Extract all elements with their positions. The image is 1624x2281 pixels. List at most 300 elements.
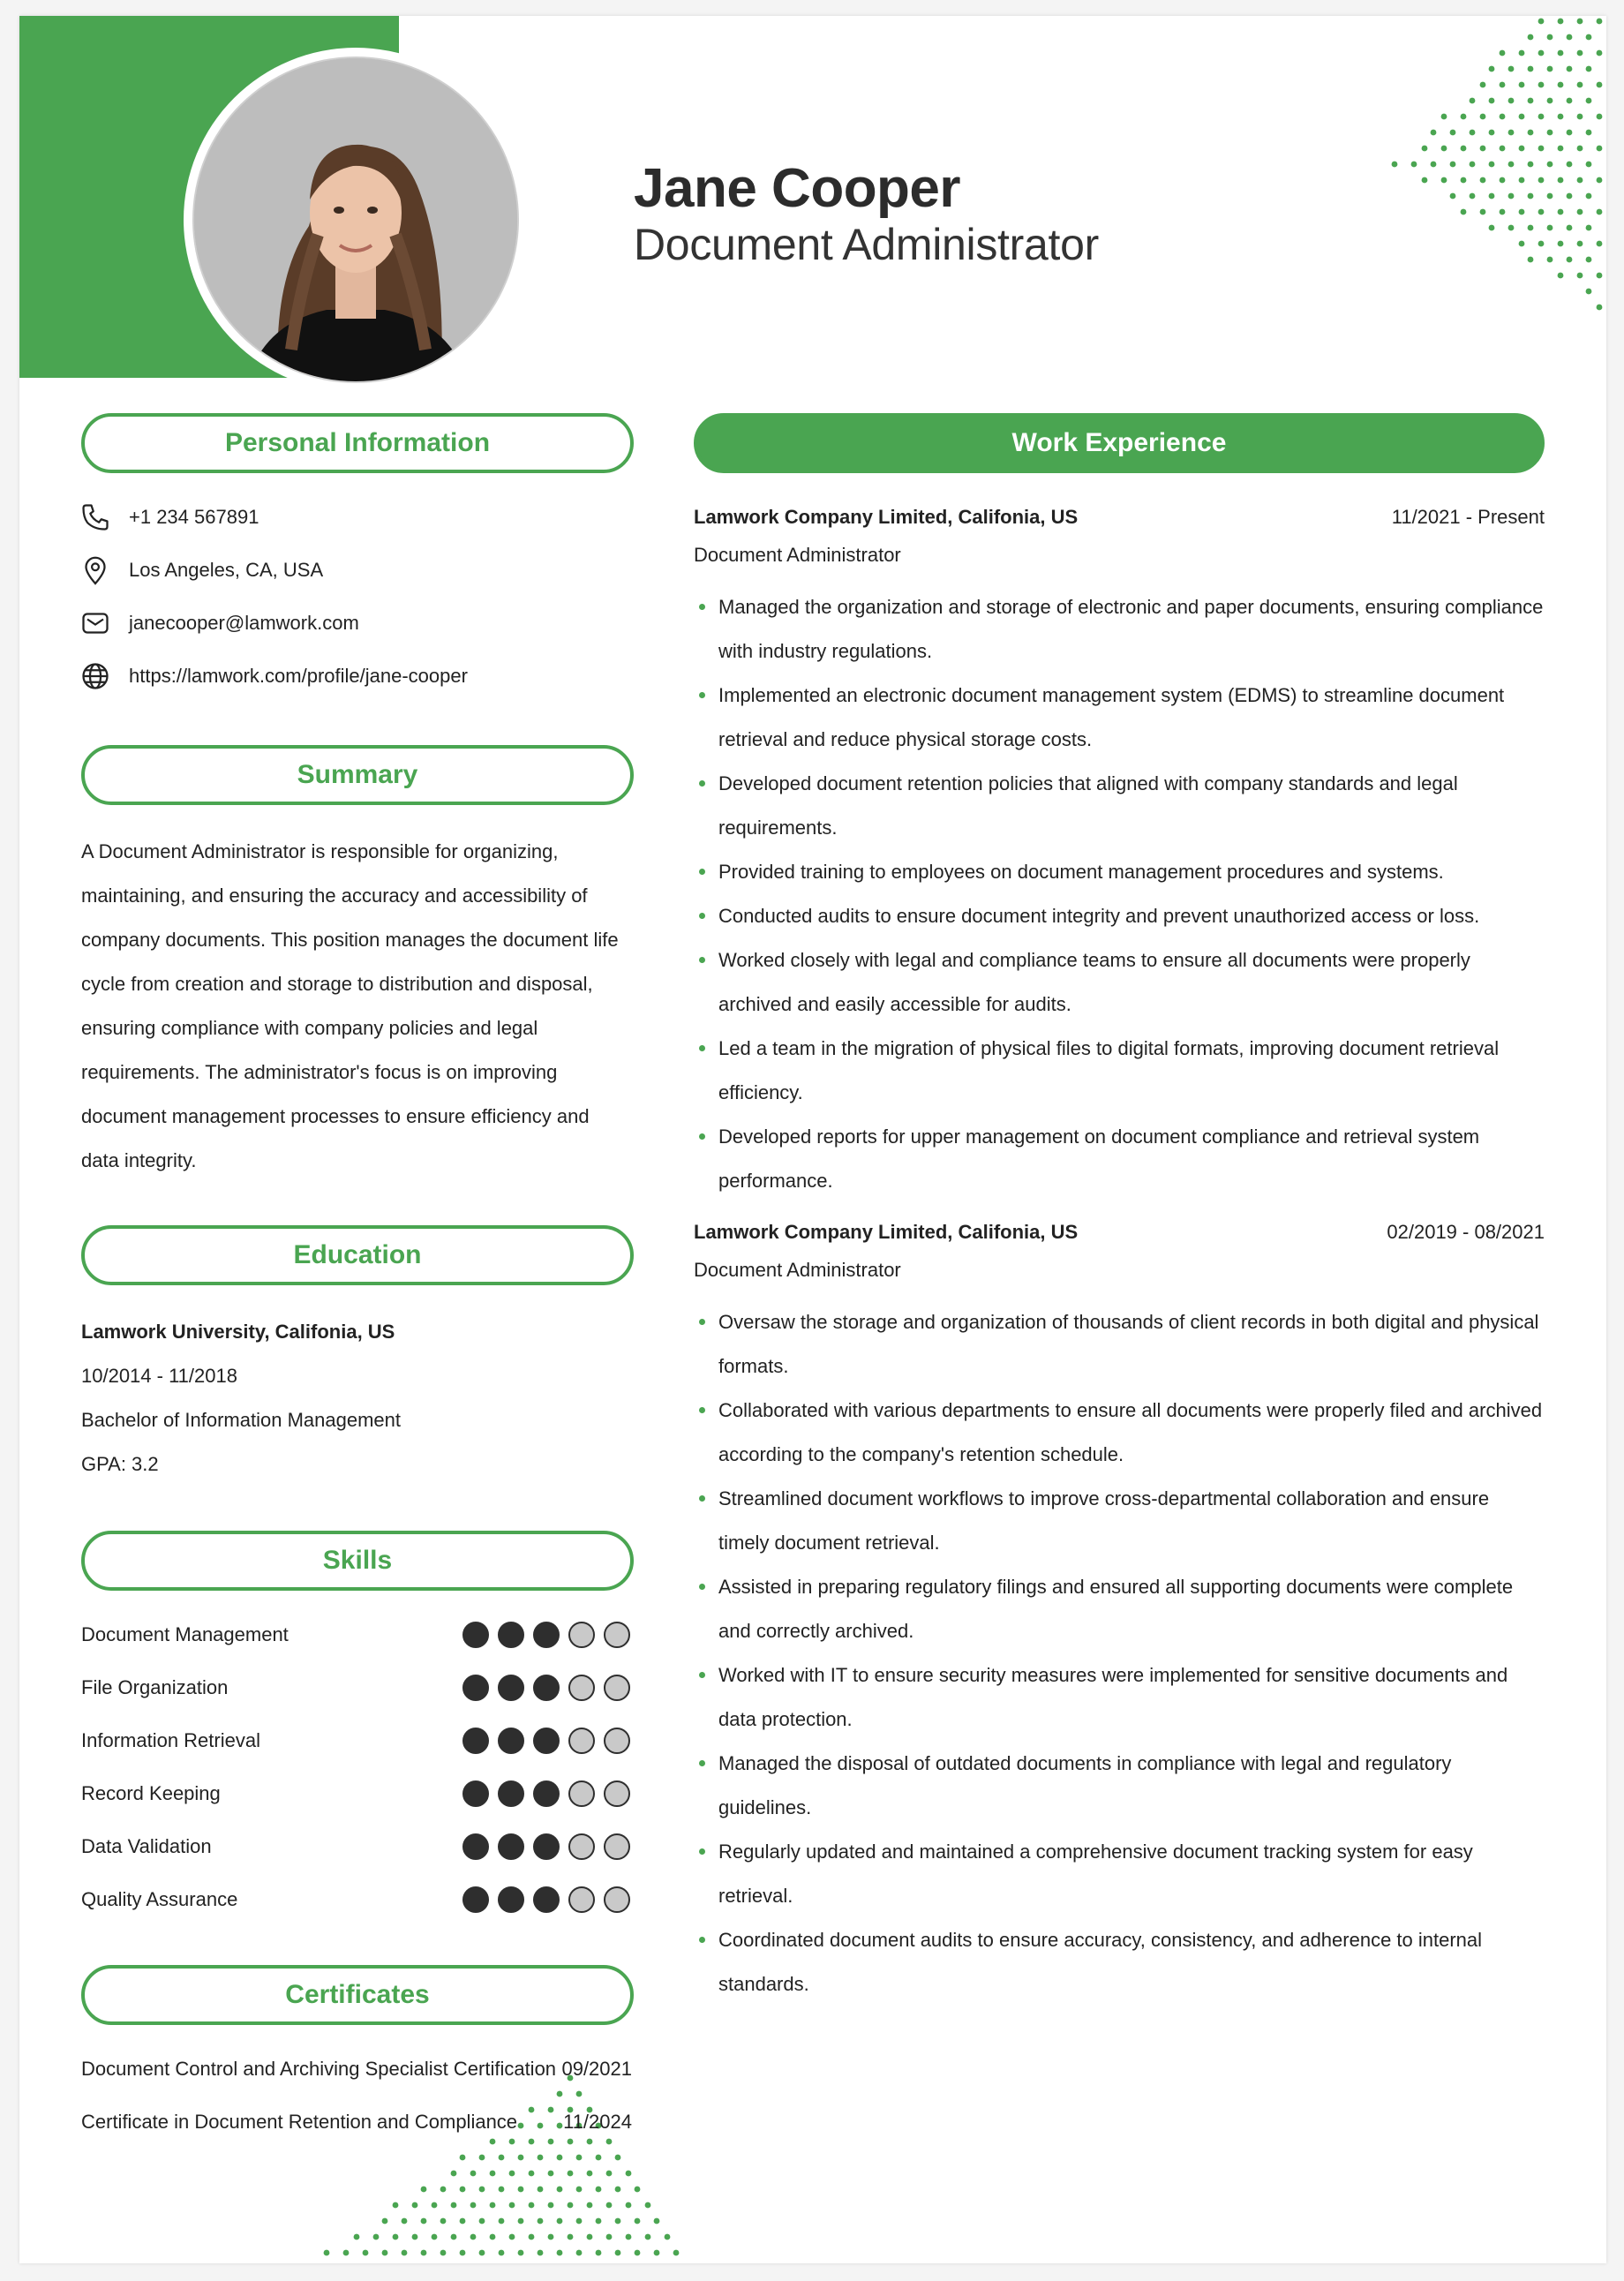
decorative-dot — [576, 2091, 583, 2097]
decorative-dot — [1586, 34, 1592, 41]
rating-dot-empty — [568, 1833, 595, 1860]
decorative-dot — [1500, 82, 1506, 88]
job-bullet: Conducted audits to ensure document integrity and prevent unauthorized access or loss. — [694, 894, 1545, 938]
decorative-dot — [1577, 177, 1583, 184]
skill-name: File Organization — [81, 1676, 229, 1698]
decorative-dot — [1577, 19, 1583, 25]
decorative-dot — [479, 2218, 485, 2225]
decorative-dot — [615, 2187, 621, 2193]
decorative-dot — [1547, 257, 1553, 263]
decorative-dot — [1480, 146, 1486, 152]
skill-rating — [462, 1728, 630, 1754]
decorative-dot — [538, 2155, 544, 2161]
decorative-dot — [1519, 209, 1525, 215]
decorative-dot — [1567, 130, 1573, 136]
decorative-dot — [1431, 130, 1437, 136]
decorative-dot — [548, 2202, 554, 2209]
job-role: Document Administrator — [694, 1259, 901, 1281]
decorative-dot — [1489, 130, 1495, 136]
decorative-dot — [538, 2187, 544, 2193]
phone-icon — [79, 501, 111, 533]
decorative-dot — [587, 2202, 593, 2209]
decorative-dot — [1431, 162, 1437, 168]
decorative-dot — [382, 2218, 388, 2225]
decorative-dot — [490, 2234, 496, 2240]
decorative-dot-pattern-top — [1343, 16, 1606, 351]
decorative-dot — [1519, 177, 1525, 184]
job-bullet-list — [694, 585, 1545, 1203]
decorative-dot — [576, 2250, 583, 2256]
education-dates: 10/2014 - 11/2018 — [81, 1365, 237, 1387]
decorative-dot — [432, 2202, 438, 2209]
phone-value: +1 234 567891 — [129, 506, 259, 528]
decorative-dot — [1567, 98, 1573, 104]
decorative-dot — [440, 2250, 447, 2256]
decorative-dot — [451, 2234, 457, 2240]
decorative-dot — [412, 2202, 418, 2209]
job-bullet: Managed the organization and storage of electronic and paper documents, ensuring compliance with industry regulations. — [694, 585, 1545, 674]
decorative-dot — [557, 2218, 563, 2225]
decorative-dot — [1441, 114, 1447, 120]
decorative-dot — [1422, 177, 1428, 184]
decorative-dot — [470, 2171, 477, 2177]
decorative-dot — [1538, 50, 1545, 56]
decorative-dot — [1489, 225, 1495, 231]
decorative-dot — [1558, 209, 1564, 215]
decorative-dot — [1508, 225, 1515, 231]
decorative-dot — [1597, 177, 1603, 184]
rating-dot-empty — [604, 1833, 630, 1860]
decorative-dot — [615, 2155, 621, 2161]
job-bullet: Led a team in the migration of physical files to digital formats, improving document retrieval efficiency. — [694, 1027, 1545, 1115]
decorative-dot — [1577, 273, 1583, 279]
decorative-dot — [529, 2202, 535, 2209]
certificates-heading: Certificates — [81, 1965, 634, 2025]
decorative-dot — [1461, 177, 1467, 184]
decorative-dot — [382, 2250, 388, 2256]
decorative-dot — [1500, 146, 1506, 152]
decorative-dot — [568, 2171, 574, 2177]
decorative-dot — [1597, 19, 1603, 25]
decorative-dot — [1508, 162, 1515, 168]
skills-heading: Skills — [81, 1531, 634, 1591]
work-experience-heading: Work Experience — [694, 413, 1545, 473]
certificate-date: 09/2021 — [561, 2058, 632, 2080]
decorative-dot — [1567, 225, 1573, 231]
decorative-dot — [1558, 82, 1564, 88]
decorative-dot — [518, 2187, 524, 2193]
job-bullet: Implemented an electronic document management system (EDMS) to streamline document retrieval and reduce physical storage costs. — [694, 674, 1545, 762]
decorative-dot — [1461, 114, 1467, 120]
decorative-dot — [363, 2250, 369, 2256]
skill-row — [81, 1829, 630, 1864]
decorative-dot — [606, 2202, 613, 2209]
decorative-dot — [1450, 193, 1456, 199]
decorative-dot — [1547, 130, 1553, 136]
decorative-dot — [654, 2218, 660, 2225]
decorative-dot — [479, 2187, 485, 2193]
decorative-dot — [1538, 82, 1545, 88]
job-bullet: Oversaw the storage and organization of thousands of client records in both digital and physical formats. — [694, 1300, 1545, 1389]
education-degree: Bachelor of Information Management — [81, 1409, 401, 1431]
job-dates: 02/2019 - 08/2021 — [1387, 1221, 1545, 1243]
decorative-dot — [1422, 146, 1428, 152]
decorative-dot — [432, 2234, 438, 2240]
rating-dot-filled — [533, 1833, 560, 1860]
decorative-dot — [1547, 225, 1553, 231]
decorative-dot — [1538, 209, 1545, 215]
skill-row — [81, 1617, 630, 1652]
decorative-dot — [568, 2234, 574, 2240]
decorative-dot — [1480, 82, 1486, 88]
decorative-dot — [635, 2250, 641, 2256]
decorative-dot — [1567, 162, 1573, 168]
decorative-dot — [1519, 241, 1525, 247]
rating-dot-filled — [533, 1622, 560, 1648]
rating-dot-filled — [533, 1675, 560, 1701]
decorative-dot — [1547, 34, 1553, 41]
decorative-dot — [1597, 273, 1603, 279]
decorative-dot — [1500, 50, 1506, 56]
decorative-dot — [1577, 209, 1583, 215]
decorative-dot — [1586, 98, 1592, 104]
decorative-dot — [1558, 241, 1564, 247]
decorative-dot — [1597, 146, 1603, 152]
decorative-dot — [402, 2218, 408, 2225]
contact-email — [79, 606, 359, 641]
decorative-dot — [1450, 162, 1456, 168]
decorative-dot — [451, 2171, 457, 2177]
job-bullet: Managed the disposal of outdated documents in compliance with legal and regulatory guidelines. — [694, 1742, 1545, 1830]
decorative-dot — [1558, 177, 1564, 184]
certificate-item — [81, 2051, 632, 2087]
decorative-dot — [576, 2155, 583, 2161]
decorative-dot — [518, 2250, 524, 2256]
skill-rating — [462, 1886, 630, 1913]
decorative-dot — [499, 2187, 505, 2193]
skill-rating — [462, 1675, 630, 1701]
summary-heading: Summary — [81, 745, 634, 805]
job-bullet: Provided training to employees on document management procedures and systems. — [694, 850, 1545, 894]
decorative-dot — [1597, 82, 1603, 88]
personal-info-heading: Personal Information — [81, 413, 634, 473]
decorative-dot — [509, 2234, 515, 2240]
decorative-dot — [1470, 130, 1476, 136]
portrait-illustration — [194, 58, 517, 381]
decorative-dot — [1508, 98, 1515, 104]
decorative-dot — [440, 2187, 447, 2193]
decorative-dot — [1547, 193, 1553, 199]
decorative-dot — [354, 2234, 360, 2240]
mail-icon — [79, 607, 111, 639]
location-value: Los Angeles, CA, USA — [129, 559, 324, 581]
decorative-dot — [596, 2250, 602, 2256]
rating-dot-filled — [462, 1886, 489, 1913]
decorative-dot — [1470, 193, 1476, 199]
decorative-dot — [479, 2250, 485, 2256]
decorative-dot — [1586, 130, 1592, 136]
rating-dot-empty — [568, 1622, 595, 1648]
decorative-dot — [451, 2202, 457, 2209]
education-school: Lamwork University, Califonia, US — [81, 1321, 395, 1343]
decorative-dot — [1500, 177, 1506, 184]
rating-dot-empty — [604, 1780, 630, 1807]
decorative-dot — [343, 2250, 350, 2256]
rating-dot-filled — [498, 1833, 524, 1860]
decorative-dot — [1586, 225, 1592, 231]
decorative-dot — [518, 2218, 524, 2225]
skill-row — [81, 1670, 630, 1705]
decorative-dot — [587, 2171, 593, 2177]
decorative-dot — [1480, 114, 1486, 120]
decorative-dot — [1480, 177, 1486, 184]
decorative-dot — [1500, 114, 1506, 120]
decorative-dot — [460, 2187, 466, 2193]
decorative-dot — [421, 2187, 427, 2193]
decorative-dot — [1441, 146, 1447, 152]
decorative-dot — [626, 2171, 632, 2177]
contact-phone — [79, 500, 259, 535]
job-bullet: Developed reports for upper management on document compliance and retrieval system performance. — [694, 1115, 1545, 1203]
decorative-dot — [490, 2171, 496, 2177]
job-bullet: Coordinated document audits to ensure accuracy, consistency, and adherence to internal standards. — [694, 1918, 1545, 2006]
decorative-dot — [1558, 19, 1564, 25]
decorative-dot — [1577, 50, 1583, 56]
decorative-dot — [1586, 66, 1592, 72]
job-bullet: Developed document retention policies that aligned with company standards and legal requirements. — [694, 762, 1545, 850]
resume-page — [19, 16, 1606, 2263]
decorative-dot — [460, 2218, 466, 2225]
rating-dot-filled — [462, 1833, 489, 1860]
skill-row — [81, 1776, 630, 1811]
job-role: Document Administrator — [694, 544, 901, 566]
decorative-dot — [1558, 114, 1564, 120]
rating-dot-empty — [604, 1728, 630, 1754]
decorative-dot — [1558, 146, 1564, 152]
decorative-dot — [1489, 98, 1495, 104]
decorative-dot — [1597, 50, 1603, 56]
decorative-dot — [1586, 289, 1592, 295]
job-bullet: Regularly updated and maintained a comprehensive document tracking system for easy retrieval. — [694, 1830, 1545, 1918]
rating-dot-filled — [498, 1675, 524, 1701]
decorative-dot — [1489, 66, 1495, 72]
decorative-dot — [626, 2202, 632, 2209]
decorative-dot — [499, 2155, 505, 2161]
decorative-dot — [1519, 114, 1525, 120]
rating-dot-empty — [604, 1886, 630, 1913]
candidate-title: Document Administrator — [634, 220, 1099, 269]
decorative-dot — [557, 2155, 563, 2161]
decorative-dot — [1528, 66, 1534, 72]
decorative-dot — [1489, 193, 1495, 199]
job-company: Lamwork Company Limited, Califonia, US — [694, 1221, 1079, 1243]
decorative-dot — [460, 2250, 466, 2256]
decorative-dot — [557, 2250, 563, 2256]
certificate-name: Document Control and Archiving Specialist Certification — [81, 2058, 557, 2080]
decorative-dot — [373, 2234, 380, 2240]
decorative-dot — [1450, 130, 1456, 136]
decorative-dot — [615, 2218, 621, 2225]
decorative-dot — [576, 2187, 583, 2193]
decorative-dot — [529, 2234, 535, 2240]
decorative-dot — [1528, 130, 1534, 136]
decorative-dot — [479, 2155, 485, 2161]
skill-name: Record Keeping — [81, 1782, 221, 1804]
job-header — [694, 500, 1545, 535]
decorative-dot — [393, 2234, 399, 2240]
decorative-dot — [1567, 34, 1573, 41]
skill-row — [81, 1723, 630, 1758]
decorative-dot — [1500, 209, 1506, 215]
rating-dot-empty — [568, 1675, 595, 1701]
decorative-dot — [393, 2202, 399, 2209]
decorative-dot — [1577, 146, 1583, 152]
decorative-dot — [1519, 50, 1525, 56]
rating-dot-filled — [462, 1728, 489, 1754]
job-bullet: Worked closely with legal and compliance teams to ensure all documents were properly archived and easily accessible for audits. — [694, 938, 1545, 1027]
rating-dot-empty — [604, 1622, 630, 1648]
decorative-dot — [1547, 98, 1553, 104]
decorative-dot — [635, 2218, 641, 2225]
decorative-dot — [587, 2234, 593, 2240]
decorative-dot — [1508, 130, 1515, 136]
rating-dot-filled — [498, 1780, 524, 1807]
certificate-name: Certificate in Document Retention and Compliance — [81, 2111, 518, 2133]
decorative-dot — [665, 2234, 671, 2240]
decorative-dot — [673, 2250, 680, 2256]
decorative-dot — [1470, 98, 1476, 104]
decorative-dot — [1597, 209, 1603, 215]
decorative-dot — [1577, 82, 1583, 88]
decorative-dot — [557, 2091, 563, 2097]
decorative-dot — [1567, 257, 1573, 263]
decorative-dot-pattern-bottom — [275, 2073, 717, 2263]
decorative-dot — [596, 2187, 602, 2193]
decorative-dot — [538, 2250, 544, 2256]
decorative-dot — [509, 2202, 515, 2209]
skill-name: Data Validation — [81, 1835, 212, 1857]
decorative-dot — [1586, 193, 1592, 199]
skill-name: Quality Assurance — [81, 1888, 238, 1910]
website-link[interactable]: https://lamwork.com/profile/jane-cooper — [129, 665, 468, 687]
decorative-dot — [1547, 162, 1553, 168]
decorative-dot — [654, 2250, 660, 2256]
contact-location — [79, 553, 323, 588]
job-company: Lamwork Company Limited, Califonia, US — [694, 506, 1079, 528]
skill-rating — [462, 1622, 630, 1648]
rating-dot-filled — [462, 1675, 489, 1701]
rating-dot-filled — [462, 1780, 489, 1807]
job-bullet: Assisted in preparing regulatory filings and ensured all supporting documents were complete and correctly archived. — [694, 1565, 1545, 1653]
rating-dot-empty — [568, 1886, 595, 1913]
decorative-dot — [1567, 193, 1573, 199]
decorative-dot — [626, 2234, 632, 2240]
decorative-dot — [509, 2171, 515, 2177]
decorative-dot — [1519, 146, 1525, 152]
decorative-dot — [324, 2250, 330, 2256]
decorative-dot — [1461, 209, 1467, 215]
decorative-dot — [606, 2171, 613, 2177]
rating-dot-filled — [533, 1780, 560, 1807]
decorative-dot — [1528, 193, 1534, 199]
decorative-dot — [635, 2187, 641, 2193]
decorative-dot — [645, 2234, 651, 2240]
decorative-dot — [1597, 241, 1603, 247]
decorative-dot — [470, 2234, 477, 2240]
contact-website — [79, 659, 468, 694]
globe-icon — [79, 660, 111, 692]
job-dates: 11/2021 - Present — [1391, 506, 1545, 528]
profile-photo — [194, 58, 517, 381]
decorative-dot — [1461, 146, 1467, 152]
education-gpa: GPA: 3.2 — [81, 1453, 159, 1475]
decorative-dot — [1470, 162, 1476, 168]
decorative-dot — [1586, 257, 1592, 263]
decorative-dot — [1528, 162, 1534, 168]
decorative-dot — [596, 2155, 602, 2161]
decorative-dot — [440, 2218, 447, 2225]
job-bullet: Worked with IT to ensure security measures were implemented for sensitive documents and data protection. — [694, 1653, 1545, 1742]
rating-dot-empty — [568, 1728, 595, 1754]
decorative-dot — [470, 2202, 477, 2209]
rating-dot-filled — [533, 1886, 560, 1913]
decorative-dot — [1528, 34, 1534, 41]
email-value[interactable]: janecooper@lamwork.com — [129, 612, 359, 634]
decorative-dot — [1597, 305, 1603, 311]
job-header — [694, 1215, 1545, 1250]
decorative-dot — [402, 2250, 408, 2256]
decorative-dot — [538, 2218, 544, 2225]
decorative-dot — [1411, 162, 1417, 168]
skill-rating — [462, 1833, 630, 1860]
decorative-dot — [1441, 177, 1447, 184]
decorative-dot — [412, 2234, 418, 2240]
decorative-dot — [460, 2155, 466, 2161]
job-bullet: Collaborated with various departments to ensure all documents were properly filed and archived according to the company's retention schedule. — [694, 1389, 1545, 1477]
rating-dot-empty — [604, 1675, 630, 1701]
skill-rating — [462, 1780, 630, 1807]
decorative-dot — [421, 2250, 427, 2256]
job-bullet: Streamlined document workflows to improve cross-departmental collaboration and ensure timely document retrieval. — [694, 1477, 1545, 1565]
decorative-dot — [1538, 146, 1545, 152]
decorative-dot — [1577, 241, 1583, 247]
decorative-dot — [596, 2218, 602, 2225]
decorative-dot — [548, 2171, 554, 2177]
decorative-dot — [548, 2234, 554, 2240]
rating-dot-filled — [498, 1886, 524, 1913]
decorative-dot — [1577, 114, 1583, 120]
decorative-dot — [1519, 82, 1525, 88]
decorative-dot — [518, 2155, 524, 2161]
education-heading: Education — [81, 1225, 634, 1285]
certificate-date: 11/2024 — [563, 2111, 632, 2133]
skill-row — [81, 1882, 630, 1917]
map-pin-icon — [79, 554, 111, 586]
decorative-dot — [1508, 193, 1515, 199]
certificate-item — [81, 2104, 632, 2140]
candidate-name: Jane Cooper — [634, 158, 961, 219]
decorative-dot — [557, 2187, 563, 2193]
decorative-dot — [645, 2202, 651, 2209]
decorative-dot — [1558, 273, 1564, 279]
decorative-dot — [1538, 241, 1545, 247]
decorative-dot — [1538, 19, 1545, 25]
skill-name: Information Retrieval — [81, 1729, 260, 1751]
decorative-dot — [499, 2250, 505, 2256]
decorative-dot — [568, 2202, 574, 2209]
rating-dot-filled — [498, 1728, 524, 1754]
decorative-dot — [615, 2250, 621, 2256]
